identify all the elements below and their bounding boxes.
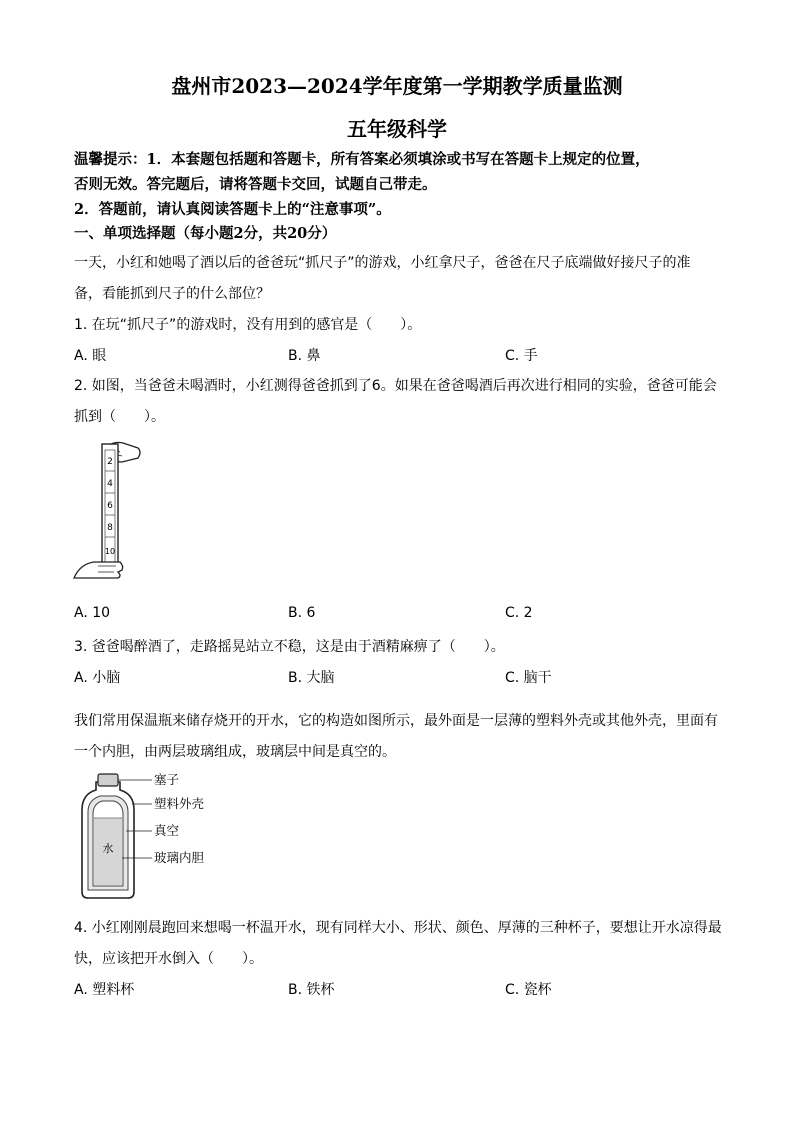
passage-2-line-1: 我们常用保温瓶来储存烧开的开水，它的构造如图所示，最外面是一层薄的塑料外壳或其他外壳，里面有: [74, 713, 718, 729]
question-2-option-b: B. 6: [288, 605, 316, 621]
question-3-stem: 3. 爸爸喝醉酒了，走路摇晃站立不稳，这是由于酒精麻痹了（ ）。: [74, 639, 505, 655]
question-1-option-c: C. 手: [505, 348, 538, 364]
exam-title: 盘州市2023—2024学年度第一学期教学质量监测: [171, 74, 623, 98]
question-2-stem-line-1: 2. 如图，当爸爸未喝酒时，小红测得爸爸抓到了6。如果在爸爸喝酒后再次进行相同的实验，爸爸可能会: [74, 378, 717, 394]
ruler-number: 4: [107, 479, 113, 489]
question-1-option-b: B. 鼻: [288, 348, 321, 364]
flask-stopper: [98, 774, 118, 786]
flask-label-liner: 玻璃内胆: [154, 850, 205, 865]
ruler-number: 6: [107, 501, 113, 511]
question-2-option-c: C. 2: [505, 605, 533, 621]
flask-label-vacuum: 真空: [154, 823, 180, 838]
notice-line-3: 2．答题前，请认真阅读答题卡上的“注意事项”。: [74, 201, 391, 218]
flask-label-shell: 塑料外壳: [154, 796, 205, 811]
ruler-number: 10: [104, 547, 116, 556]
question-4-stem-line-1: 4. 小红刚刚晨跑回来想喝一杯温开水，现有同样大小、形状、颜色、厚薄的三种杯子，要想让开水凉得最: [74, 920, 722, 936]
question-1-stem: 1. 在玩“抓尺子”的游戏时，没有用到的感官是（ ）。: [74, 317, 422, 333]
ruler-figure: [72, 438, 152, 586]
passage-2-line-2: 一个内胆，由两层玻璃组成，玻璃层中间是真空的。: [74, 744, 396, 760]
question-3-option-b: B. 大脑: [288, 670, 335, 686]
ruler-number: 2: [107, 457, 113, 467]
section-heading: 一、单项选择题（每小题2分，共20分）: [74, 225, 337, 242]
hand-bottom-icon: [74, 562, 123, 578]
passage-1-line-2: 备，看能抓到尺子的什么部位？: [74, 286, 270, 302]
question-3-option-a: A. 小脑: [74, 670, 121, 686]
question-4-stem-line-2: 快，应该把开水倒入（ ）。: [74, 951, 263, 967]
notice-line-2: 否则无效。答完题后，请将答题卡交回，试题自己带走。: [74, 176, 437, 193]
exam-subtitle: 五年级科学: [347, 117, 447, 141]
notice-line-1: 温馨提示：1．本套题包括题和答题卡，所有答案必须填涂或书写在答题卡上规定的位置，: [74, 151, 650, 168]
question-4-option-c: C. 瓷杯: [505, 982, 552, 998]
flask-water-label: 水: [102, 842, 114, 855]
flask-label-stopper: 塞子: [154, 772, 180, 787]
question-2-option-a: A. 10: [74, 605, 111, 621]
question-4-option-b: B. 铁杯: [288, 982, 335, 998]
question-1-option-a: A. 眼: [74, 348, 107, 364]
question-4-option-a: A. 塑料杯: [74, 982, 135, 998]
question-3-option-c: C. 脑干: [505, 670, 552, 686]
passage-1-line-1: 一天，小红和她喝了酒以后的爸爸玩“抓尺子”的游戏，小红拿尺子，爸爸在尺子底端做好接尺子的准: [74, 255, 691, 271]
question-2-stem-line-2: 抓到（ ）。: [74, 409, 165, 425]
ruler-number: 8: [107, 523, 113, 533]
thermos-figure: [74, 770, 234, 900]
